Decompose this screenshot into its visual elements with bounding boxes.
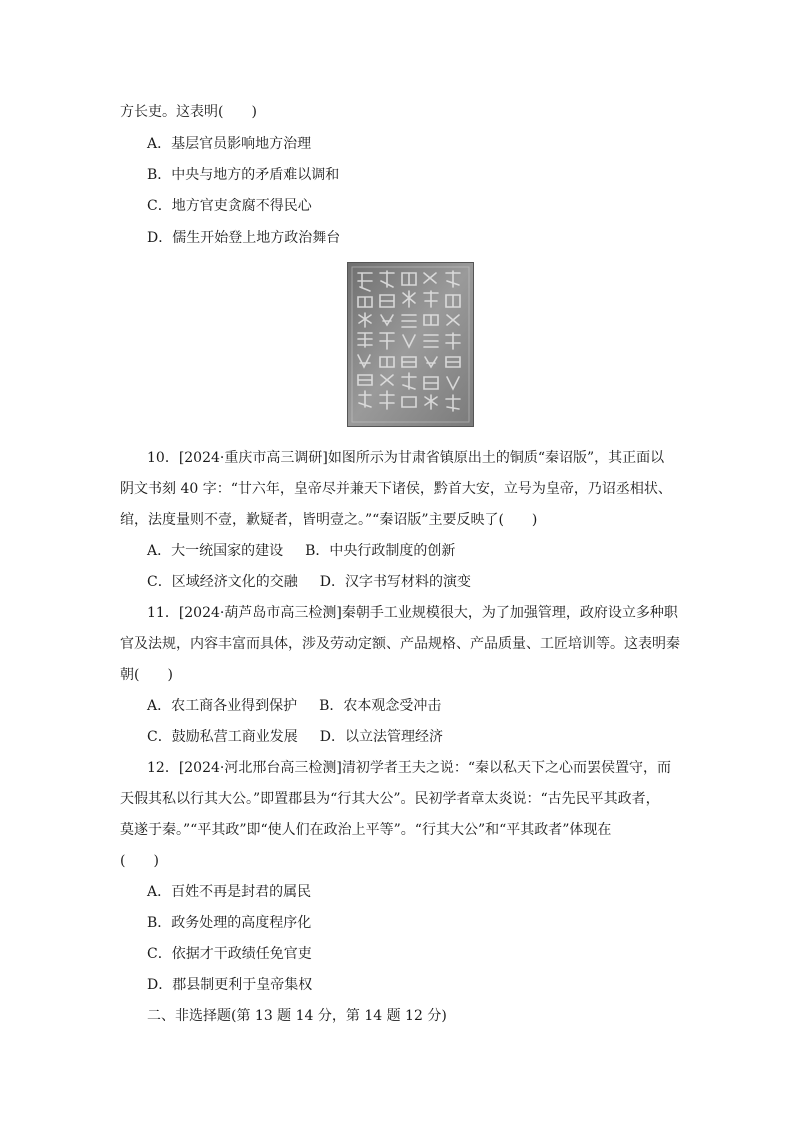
q12-line-3: 莫遂于秦。”“平其政”即“使人们在政治上平等”。“行其大公”和“平其政者”体现在 <box>120 822 612 838</box>
q10-option-d: D．汉字书写材料的演变 <box>319 574 471 590</box>
q9-option-a: A．基层官员影响地方治理 <box>147 136 312 152</box>
q11-option-a: A．农工商各业得到保护 <box>147 698 298 714</box>
q12-option-a: A．百姓不再是封君的属民 <box>147 884 312 900</box>
q10-options-row-2 <box>147 572 471 592</box>
q9-option-b: B．中央与地方的矛盾难以调和 <box>147 167 340 183</box>
q12-line-2: 天假其私以行其大公。”即置郡县为“行其大公”。民初学者章太炎说：“古先民平其政者， <box>120 791 660 807</box>
q11-options-row-1 <box>147 696 441 716</box>
q10-options-row-1 <box>147 541 455 561</box>
section-2-heading: 二、非选择题(第 13 题 14 分，第 14 题 12 分) <box>147 1008 447 1024</box>
q10-option-a: A．大一统国家的建设 <box>147 543 284 559</box>
tablet-illustration <box>348 263 473 426</box>
q11-options-row-2 <box>147 727 443 747</box>
q9-option-d: D．儒生开始登上地方政治舞台 <box>147 230 341 246</box>
qin-edict-tablet-image <box>347 262 474 427</box>
q11-option-c: C．鼓励私营工商业发展 <box>147 729 298 745</box>
q10-option-c: C．区域经济文化的交融 <box>147 574 298 590</box>
q12-option-b: B．政务处理的高度程序化 <box>147 915 312 931</box>
q10-option-b: B．中央行政制度的创新 <box>305 543 456 559</box>
q12-option-d: D．郡县制更利于皇帝集权 <box>147 977 313 993</box>
q9-stem: 方长吏。这表明( ) <box>120 104 257 120</box>
q12-option-c: C．依据才干政绩任免官吏 <box>147 946 312 962</box>
q12-line-1: 12．[2024·河北邢台高三检测]清初学者王夫之说：“秦以私天下之心而罢侯置守，而 <box>147 760 671 776</box>
q11-option-d: D．以立法管理经济 <box>319 729 443 745</box>
q11-line-1: 11．[2024·葫芦岛市高三检测]秦朝手工业规模很大，为了加强管理，政府设立多种职 <box>147 605 678 621</box>
q11-line-2: 官及法规，内容丰富而具体，涉及劳动定额、产品规格、产品质量、工匠培训等。这表明秦 <box>120 636 680 652</box>
q10-line-3: 绾，法度量则不壹，歉疑者，皆明壹之。”“秦诏版”主要反映了( ) <box>120 512 538 528</box>
q11-line-3: 朝( ) <box>120 667 173 683</box>
q10-line-1: 10．[2024·重庆市高三调研]如图所示为甘肃省镇原出土的铜质“秦诏版”，其正面以 <box>147 450 665 466</box>
q11-option-b: B．农本观念受冲击 <box>319 698 442 714</box>
q12-line-4: ( ) <box>120 853 159 869</box>
q10-line-2: 阴文书刻 40 字：“廿六年，皇帝尽并兼天下诸侯，黔首大安，立号为皇帝，乃诏丞相状、 <box>120 481 672 497</box>
q9-option-c: C．地方官吏贪腐不得民心 <box>147 198 312 214</box>
